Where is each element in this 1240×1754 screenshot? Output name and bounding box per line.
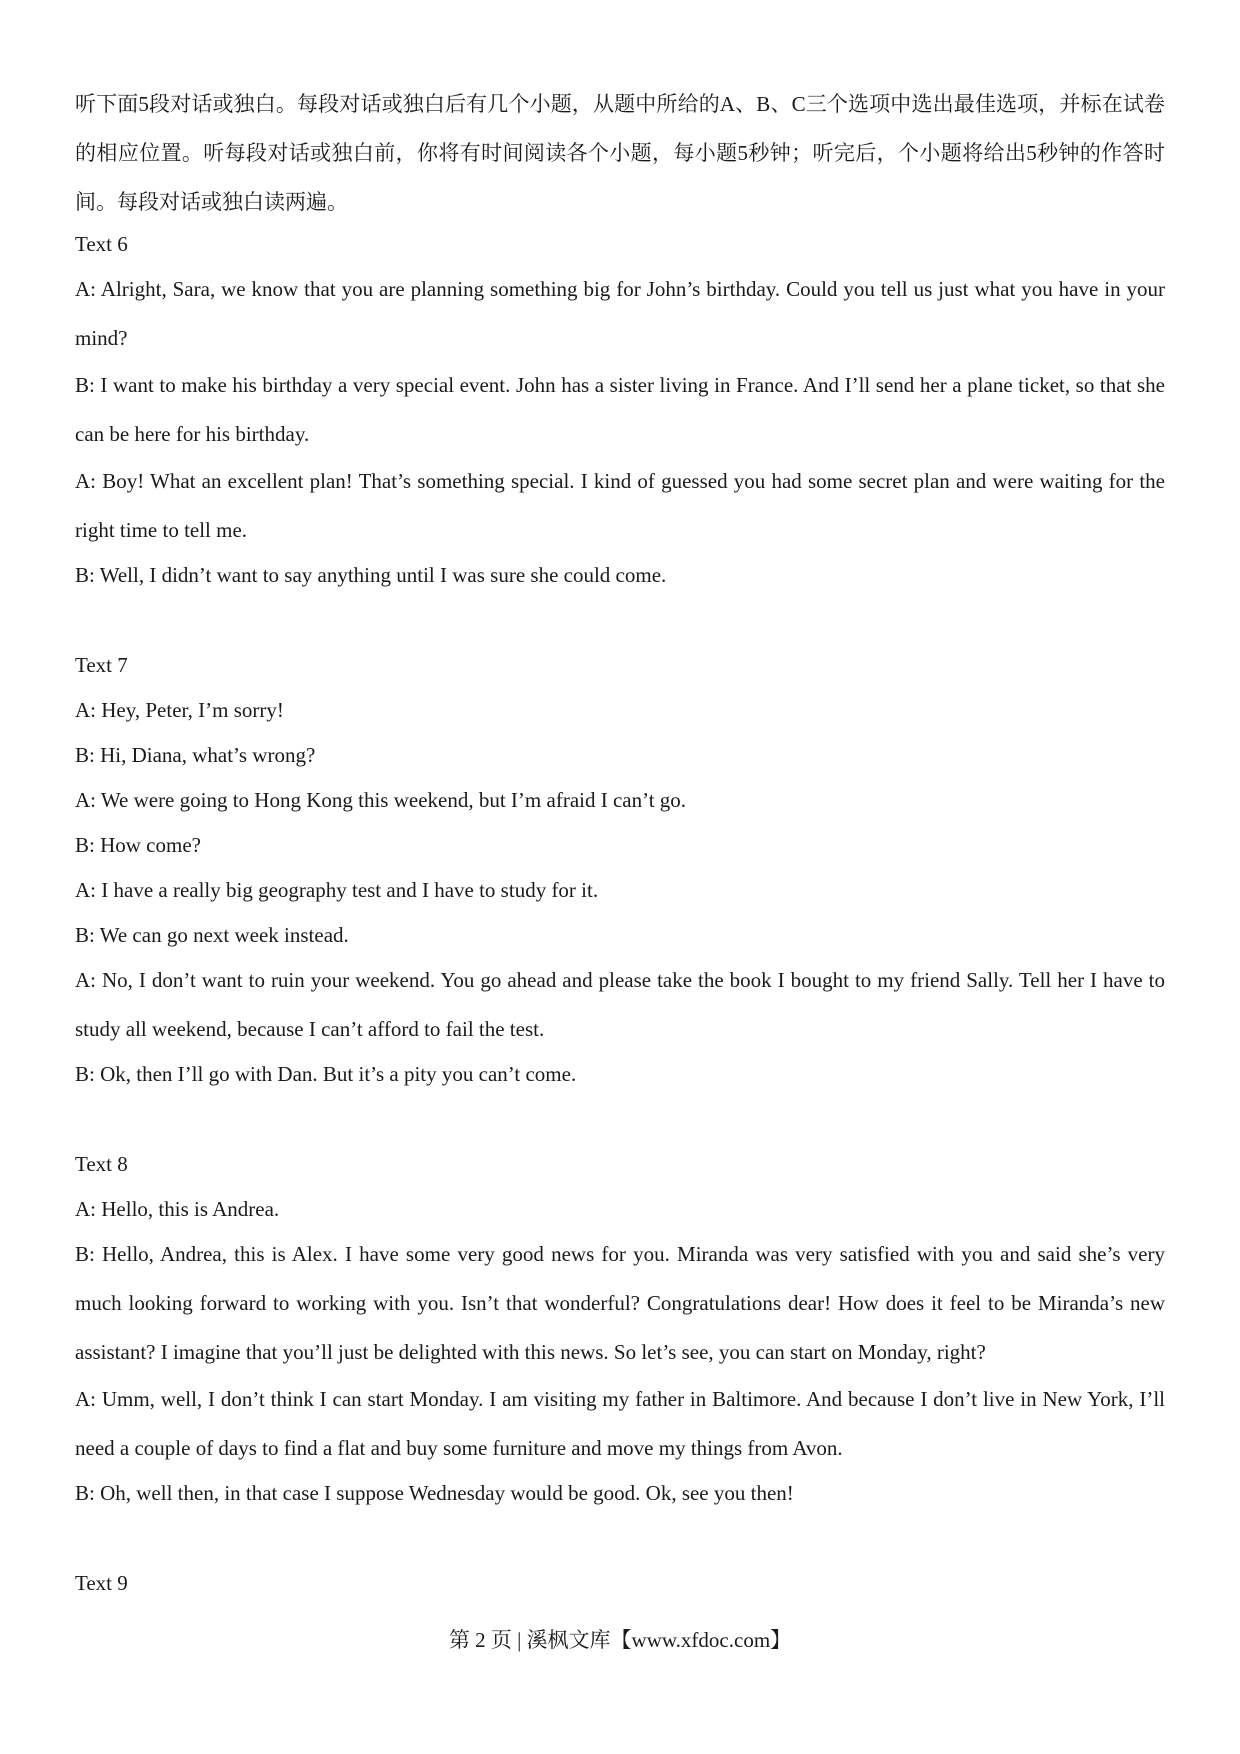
page-footer: 第 2 页 | 溪枫文库【www.xfdoc.com】 [448, 1628, 792, 1652]
instructions-paragraph: 听下面5段对话或独白。每段对话或独白后有几个小题，从题中所给的A、B、C三个选项中选出最佳选项，并标在试卷的相应位置。听每段对话或独白前，你将有时间阅读各个小题，每小题5秒钟；听完后，个小题将给出5秒钟的作答时间。每段对话或独白读两遍。 [75, 92, 1165, 214]
dialogue-line: A: Boy! What an excellent plan! That’s something special. I kind of guessed you had some secret plan and were waiting for the right time to tell me. [75, 469, 1165, 542]
section-title: Text 9 [75, 1571, 128, 1595]
dialogue-line: B: Well, I didn’t want to say anything until I was sure she could come. [75, 563, 667, 587]
section-spacer [75, 1097, 1165, 1142]
dialogue-line: A: Hello, this is Andrea. [75, 1197, 280, 1221]
dialogue-line: A: No, I don’t want to ruin your weekend. You go ahead and please take the book I bought to my friend Sally. Tell her I have to study all weekend, because I can’t afford to fail the test. [75, 968, 1165, 1041]
transcript-content [75, 222, 1165, 1606]
dialogue-line: B: How come? [75, 833, 201, 857]
dialogue-line: A: Umm, well, I don’t think I can start Monday. I am visiting my father in Baltimore. And because I don’t live in New York, I’ll need a couple of days to find a flat and buy some furniture and move my things from Avon. [75, 1387, 1165, 1460]
text-section [75, 1561, 1165, 1606]
text-section [75, 222, 1165, 598]
section-title: Text 6 [75, 232, 128, 256]
dialogue-line: B: Oh, well then, in that case I suppose Wednesday would be good. Ok, see you then! [75, 1481, 794, 1505]
text-section [75, 1142, 1165, 1516]
document-page [75, 0, 1165, 1754]
dialogue-line: B: Ok, then I’ll go with Dan. But it’s a pity you can’t come. [75, 1062, 577, 1086]
dialogue-line: B: Hi, Diana, what’s wrong? [75, 743, 316, 767]
dialogue-line: A: Alright, Sara, we know that you are planning something big for John’s birthday. Could you tell us just what you have in your mind? [75, 277, 1165, 350]
section-spacer [75, 598, 1165, 643]
section-title: Text 8 [75, 1152, 128, 1176]
dialogue-line: B: We can go next week instead. [75, 923, 349, 947]
dialogue-line: A: We were going to Hong Kong this weekend, but I’m afraid I can’t go. [75, 788, 687, 812]
section-title: Text 7 [75, 653, 128, 677]
text-section [75, 643, 1165, 1097]
dialogue-line: A: I have a really big geography test and I have to study for it. [75, 878, 599, 902]
dialogue-line: B: Hello, Andrea, this is Alex. I have some very good news for you. Miranda was very satisfied with you and said she’s very much looking forward to working with you. Isn’t that wonderful? Congratulations dear! How does it feel to be Miranda’s new assistant? I imagine that you’ll just be delighted with this news. So let’s see, you can start on Monday, right? [75, 1242, 1165, 1364]
dialogue-line: B: I want to make his birthday a very special event. John has a sister living in France. And I’ll send her a plane ticket, so that she can be here for his birthday. [75, 373, 1165, 446]
dialogue-line: A: Hey, Peter, I’m sorry! [75, 698, 284, 722]
section-spacer [75, 1516, 1165, 1561]
